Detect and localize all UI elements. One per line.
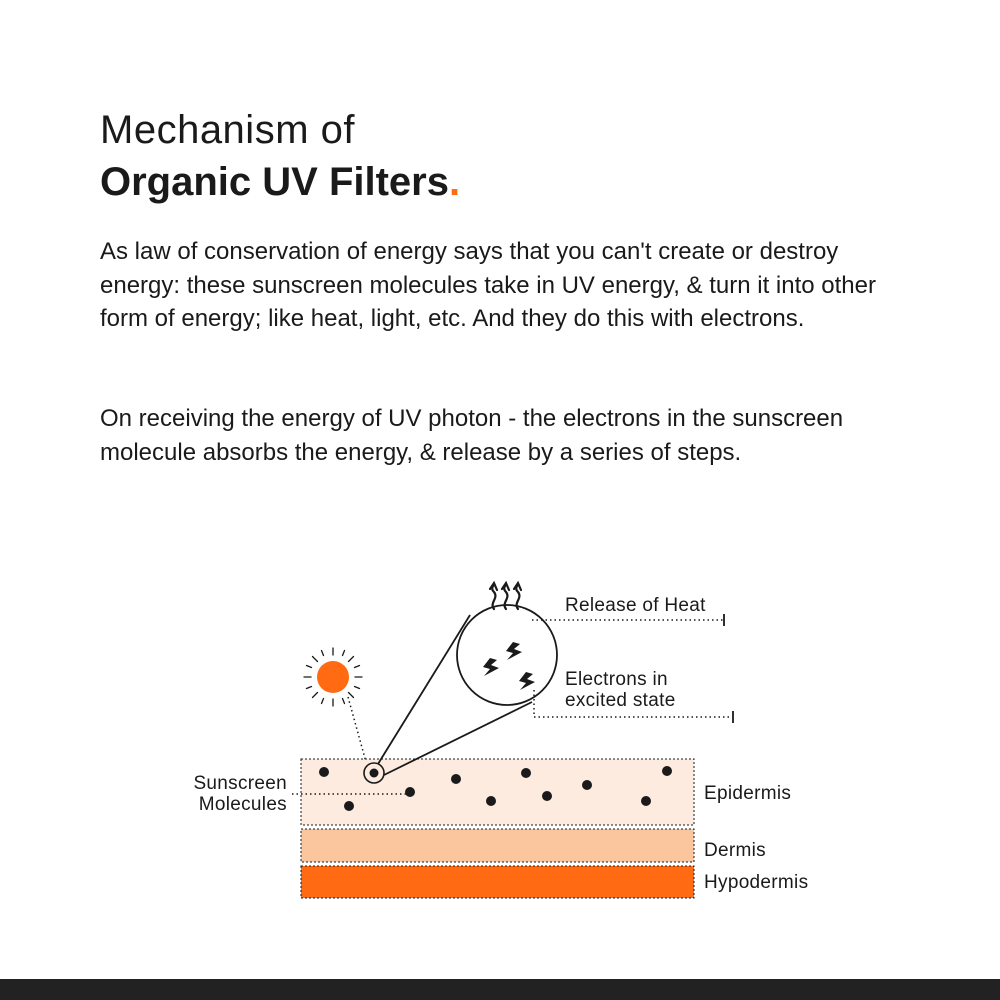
sunscreen-label-line-1: Sunscreen xyxy=(193,773,287,794)
epidermis-layer xyxy=(301,759,694,825)
title-accent-dot: . xyxy=(448,160,461,204)
hypodermis-layer xyxy=(301,866,694,898)
heat-wave-icon xyxy=(490,583,521,609)
uv-ray-line xyxy=(348,697,366,762)
title-line-2-text: Organic UV Filters xyxy=(100,160,449,204)
magnifier-line-left xyxy=(378,615,470,764)
footer-bar xyxy=(0,979,1000,1000)
paragraph-energy-conservation: As law of conservation of energy says that you can't create or destroy energy: these sunscreen molecules take in UV energy, & turn it into other form of energy; like heat, light, etc. And they do this with electrons. xyxy=(100,238,876,332)
molecule-dot xyxy=(582,780,592,790)
molecule-dot xyxy=(319,767,329,777)
molecule-dot xyxy=(641,796,651,806)
molecule-dot xyxy=(542,791,552,801)
electrons-label-line-2: excited state xyxy=(565,690,676,711)
epidermis-label: Epidermis xyxy=(704,783,792,804)
molecule-dot xyxy=(521,768,531,778)
sun-icon xyxy=(304,648,362,706)
electrons-label-line-1: Electrons in xyxy=(565,669,668,690)
molecule-dot xyxy=(344,801,354,811)
sunscreen-label-line-2: Molecules xyxy=(198,794,287,815)
dermis-layer xyxy=(301,829,694,862)
paragraph-electron-absorption: On receiving the energy of UV photon - the electrons in the sunscreen molecule absorbs the energy, & release by a series of steps. xyxy=(100,405,844,466)
title-line-1: Mechanism of xyxy=(100,108,355,152)
dermis-label: Dermis xyxy=(704,840,766,861)
highlighted-molecule xyxy=(364,763,384,783)
molecule-dot xyxy=(405,787,415,797)
hypodermis-label: Hypodermis xyxy=(704,872,809,893)
release-heat-label: Release of Heat xyxy=(565,595,706,616)
molecule-dot xyxy=(451,774,461,784)
molecule-dot xyxy=(662,766,672,776)
molecule-dot xyxy=(486,796,496,806)
